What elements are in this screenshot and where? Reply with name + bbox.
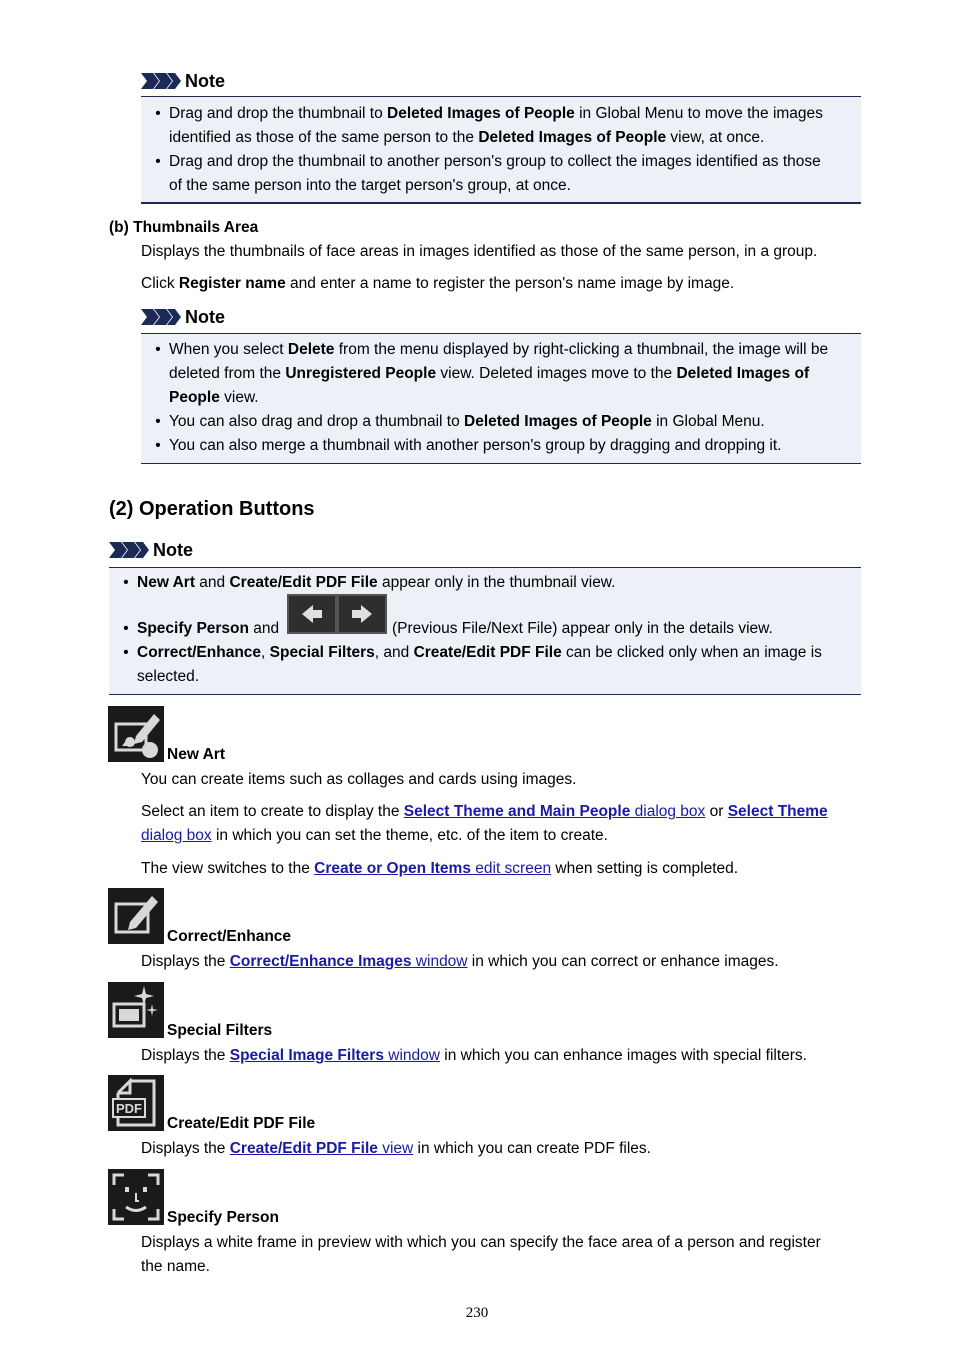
note-heading <box>109 539 193 561</box>
next-file-icon <box>337 594 387 634</box>
correct-enhance-desc: Displays the Correct/Enhance Images window in which you can correct or enhance images. <box>141 953 779 970</box>
new-art-para: Select an item to create to display the Select Theme and Main People dialog box or Select Theme dialog box in which you can set the theme, etc. of the item to create. <box>141 803 828 844</box>
pdf-desc: Displays the Create/Edit PDF File view in which you can create PDF files. <box>141 1140 651 1157</box>
note-title: Note <box>185 70 225 91</box>
create-open-items-link[interactable]: Create or Open Items edit screen <box>314 860 552 877</box>
note-chevron-icon <box>109 542 149 558</box>
note-item: When you select Delete from the menu displayed by right-clicking a thumbnail, the image will be deleted from the Unregistered People view. Deleted images move to the Deleted Images of People view. <box>169 341 829 406</box>
note-title: Note <box>153 539 193 560</box>
new-art-title: New Art <box>167 746 225 763</box>
new-art-para: The view switches to the Create or Open Items edit screen when setting is completed. <box>141 860 739 877</box>
note-item: Correct/Enhance, Special Filters, and Create/Edit PDF File can be clicked only when an image is selected. <box>137 644 822 685</box>
note-item: Drag and drop the thumbnail to Deleted Images of People in Global Menu to move the images identified as those of the same person to the Deleted Images of People view, at once. <box>169 105 823 146</box>
previous-file-icon <box>287 594 337 634</box>
thumbnails-desc: Displays the thumbnails of face areas in images identified as those of the same person, in a group. <box>141 243 818 260</box>
bullet: • <box>155 105 161 122</box>
pdf-file-icon <box>108 1075 164 1131</box>
new-art-icon <box>108 706 164 762</box>
specify-person-title: Specify Person <box>167 1209 279 1226</box>
bullet: • <box>123 620 129 637</box>
create-edit-pdf-link[interactable]: Create/Edit PDF File view <box>229 1140 414 1157</box>
prev-next-buttons <box>287 594 387 634</box>
note-item: Specify Person and <box>137 620 280 637</box>
note-title: Note <box>185 306 225 327</box>
specify-person-desc: Displays a white frame in preview with which you can specify the face area of a person and register the name. <box>141 1234 821 1275</box>
note-item-cont: (Previous File/Next File) appear only in the details view. <box>392 620 773 637</box>
note-chevron-icon <box>141 73 181 89</box>
page-number: 230 <box>465 1305 489 1321</box>
special-filters-title: Special Filters <box>167 1022 273 1039</box>
note-heading <box>141 306 225 328</box>
specify-person-icon <box>108 1169 164 1225</box>
special-filters-desc: Displays the Special Image Filters window in which you can enhance images with special filters. <box>141 1047 807 1064</box>
svg-text:PDF: PDF <box>116 1101 142 1116</box>
bullet: • <box>123 574 129 591</box>
correct-enhance-icon <box>108 888 164 944</box>
pdf-title: Create/Edit PDF File <box>167 1115 316 1132</box>
select-theme-link[interactable]: Select Theme <box>727 803 828 820</box>
section-title: (2) Operation Buttons <box>109 498 315 520</box>
note-item: You can also drag and drop a thumbnail to Deleted Images of People in Global Menu. <box>169 413 765 430</box>
special-image-filters-link[interactable]: Special Image Filters window <box>229 1047 440 1064</box>
register-name-text: Click Register name and enter a name to register the person's name image by image. <box>141 275 735 292</box>
new-art-desc: You can create items such as collages and cards using images. <box>141 771 577 788</box>
bullet: • <box>155 437 161 454</box>
bullet: • <box>155 413 161 430</box>
note-item: New Art and Create/Edit PDF File appear only in the thumbnail view. <box>137 574 616 591</box>
special-filters-icon <box>108 982 164 1038</box>
select-theme-main-people-link[interactable]: Select Theme and Main People dialog box <box>403 803 706 820</box>
bullet: • <box>155 153 161 170</box>
thumbnails-area-title: (b) Thumbnails Area <box>109 219 259 236</box>
select-theme-link-cont[interactable]: dialog box <box>141 827 212 844</box>
note-item: Drag and drop the thumbnail to another person's group to collect the images identified as those of the same person into the target person's group, at once. <box>169 153 821 194</box>
note-item: You can also merge a thumbnail with another person's group by dragging and dropping it. <box>169 437 782 454</box>
bullet: • <box>155 341 161 358</box>
note-heading <box>141 70 225 92</box>
bullet: • <box>123 644 129 661</box>
correct-enhance-images-link[interactable]: Correct/Enhance Images window <box>229 953 468 970</box>
correct-enhance-title: Correct/Enhance <box>167 928 292 945</box>
note-chevron-icon <box>141 309 181 325</box>
